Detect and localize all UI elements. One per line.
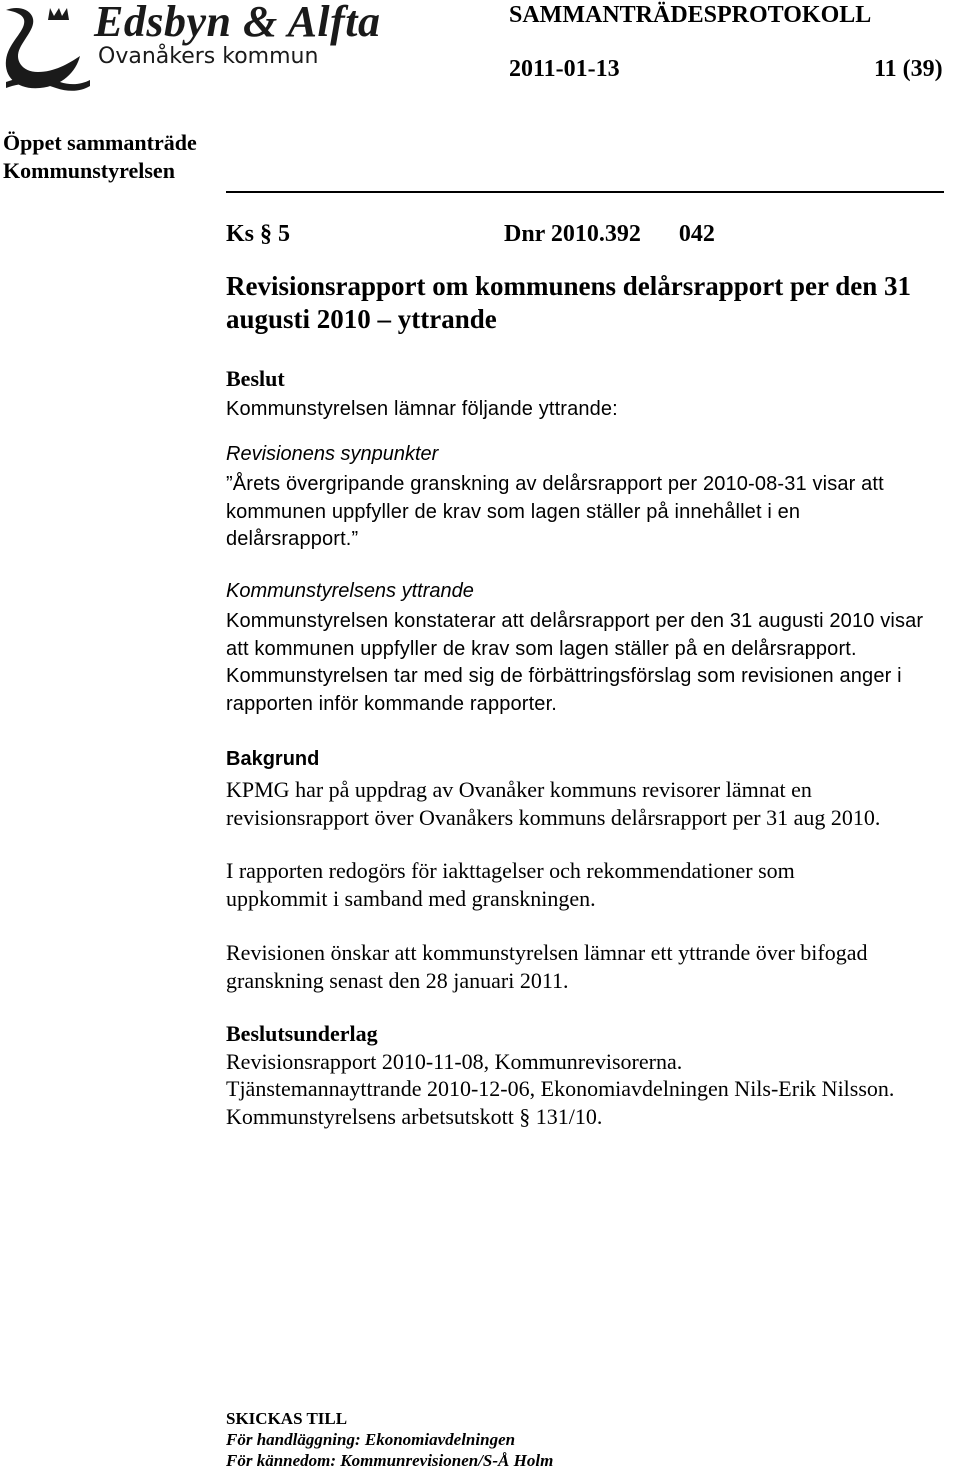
distribution-line: För handläggning: Ekonomiavdelningen [226, 1430, 516, 1449]
logo-name-line1: Edsbyn & Alfta [94, 0, 381, 46]
basis-heading: Beslutsunderlag [226, 1021, 378, 1046]
background-paragraph-3: Revisionen önskar att kommunstyrelsen lämnar ett yttrande över bifogad granskning senast den 28 januari 2011. [226, 940, 868, 993]
case-title: Revisionsrapport om kommunens delårsrapport per den 31 augusti 2010 – yttrande [226, 271, 912, 334]
background-heading: Bakgrund [226, 748, 320, 770]
distribution-block [226, 1408, 553, 1471]
decision-heading: Beslut [226, 366, 285, 391]
meeting-type: Öppet sammanträde [3, 130, 197, 155]
crown-swan-logo-icon [2, 2, 92, 94]
basis-item: Tjänstemannayttrande 2010-12-06, Ekonomiavdelningen Nils-Erik Nilsson. [226, 1076, 895, 1101]
municipality-logo [2, 0, 381, 94]
decision-section [226, 364, 956, 424]
case-diary-number [504, 221, 715, 248]
case-paragraph-number: Ks § 5 [226, 221, 291, 247]
distribution-heading: SKICKAS TILL [226, 1409, 348, 1428]
background-paragraph-1: KPMG har på uppdrag av Ovanåker kommuns revisorer lämnat en revisionsrapport över Ovanåkers kommuns delårsrapport per 31 aug 2010. [226, 777, 881, 830]
dnr-code: 042 [678, 221, 715, 247]
statement-heading: Kommunstyrelsens yttrande [226, 580, 474, 602]
basis-section [226, 1020, 956, 1130]
page-number: 11 (39) [874, 56, 943, 82]
protocol-title: SAMMANTRÄDESPROTOKOLL [509, 2, 872, 28]
basis-item: Revisionsrapport 2010-11-08, Kommunrevisorerna. [226, 1048, 683, 1074]
decision-intro: Kommunstyrelsen lämnar följande yttrande: [226, 398, 618, 420]
audit-quote: ”Årets övergripande granskning av delårsrapport per 2010-08-31 visar att kommunen uppfyller de krav som lagen ställer på innehållet i en delårsrapport.” [226, 473, 884, 550]
statement-text: Kommunstyrelsen konstaterar att delårsrapport per den 31 augusti 2010 visar att kommunen uppfyller de krav som lagen ställer på en delårsrapport. Kommunstyrelsen tar med sig de förbättringsförslag som revisionen anger i rapporten inför kommande rapporter. [226, 610, 924, 715]
logo-name-line2: Ovanåkers kommun [98, 44, 319, 69]
distribution-line: För kännedom: Kommunrevisionen/S-Å Holm [226, 1451, 554, 1470]
background-paragraph-2: I rapporten redogörs för iakttagelser och rekommendationer som uppkommit i samband med granskningen. [226, 858, 795, 911]
committee-name: Kommunstyrelsen [3, 158, 175, 183]
dnr-label: Dnr 2010.392 [504, 221, 641, 247]
protocol-date: 2011-01-13 [509, 56, 620, 82]
audit-heading: Revisionens synpunkter [226, 443, 439, 465]
header-divider [226, 191, 944, 193]
basis-item: Kommunstyrelsens arbetsutskott § 131/10. [226, 1103, 603, 1129]
